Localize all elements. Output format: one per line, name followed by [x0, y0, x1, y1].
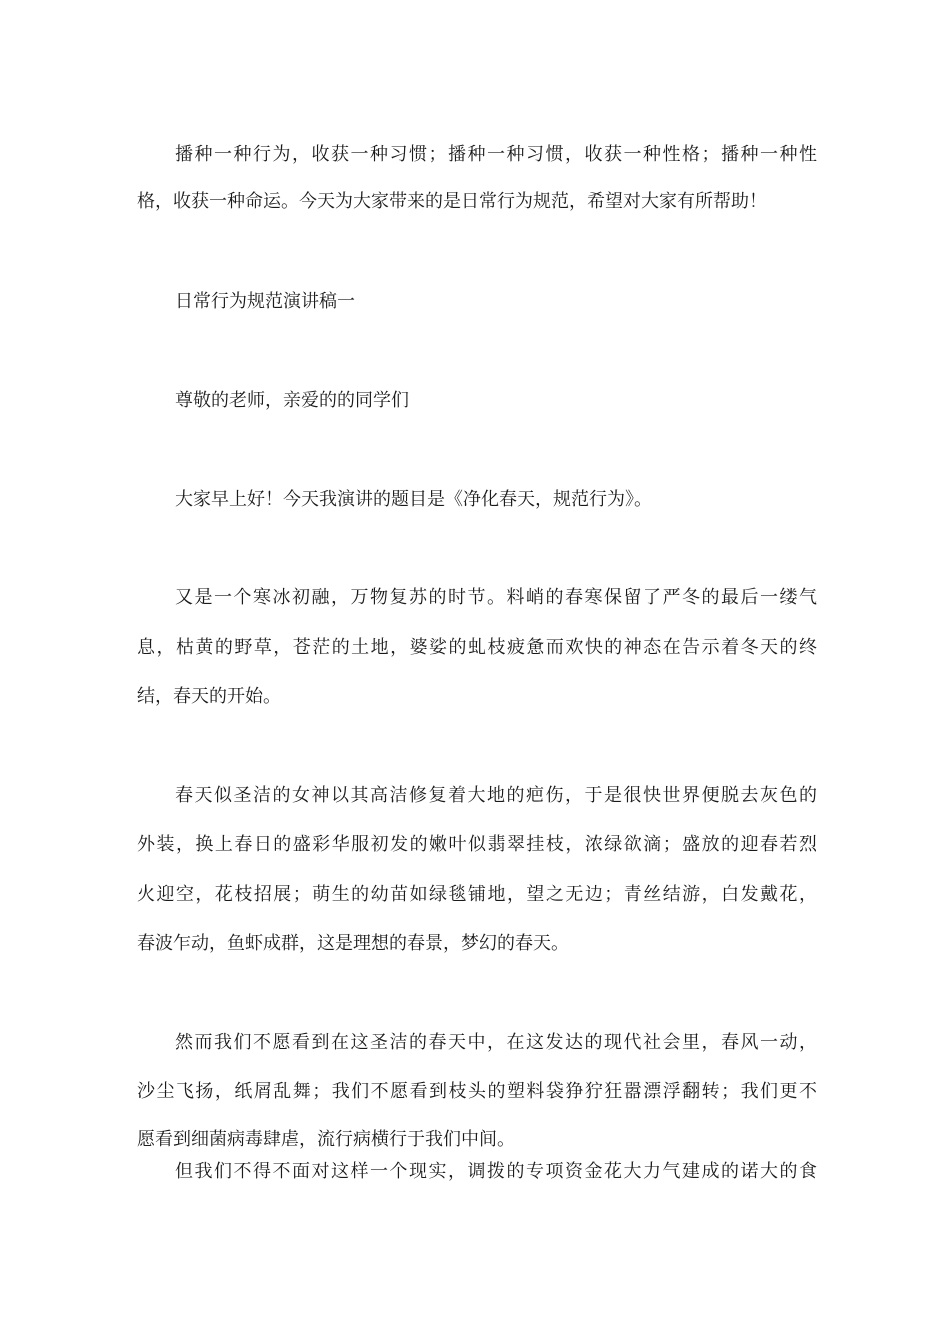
spring-goddess-line-2: 外装，换上春日的盛彩华服初发的嫩叶似翡翠挂枝，浓绿欲滴；盛放的迎春若烈 [137, 834, 817, 855]
pollution-line-1: 然而我们不愿看到在这圣洁的春天中，在这发达的现代社会里，春风一动， [175, 1032, 817, 1053]
pollution-line-2: 沙尘飞扬，纸屑乱舞；我们不愿看到枝头的塑料袋狰狞狂嚣漂浮翻转；我们更不 [137, 1081, 817, 1102]
spring-goddess-line-4: 春波乍动，鱼虾成群，这是理想的春景，梦幻的春天。 [137, 933, 569, 954]
spring-goddess-line-3: 火迎空，花枝招展；萌生的幼苗如绿毯铺地，望之无边；青丝结游，白发戴花， [137, 884, 817, 905]
greeting: 大家早上好！今天我演讲的题目是《净化春天，规范行为》。 [175, 489, 652, 510]
spring-arrival-line-1: 又是一个寒冰初融，万物复苏的时节。料峭的春寒保留了严冬的最后一缕气 [175, 587, 817, 608]
spring-arrival-line-2: 息，枯黄的野草，苍茫的土地，婆娑的虬枝疲惫而欢快的神态在告示着冬天的终 [137, 637, 817, 658]
pollution-line-3: 愿看到细菌病毒肆虐，流行病横行于我们中间。 [137, 1129, 515, 1150]
intro-line-1: 播种一种行为，收获一种习惯；播种一种习惯，收获一种性格；播种一种性 [175, 144, 817, 165]
spring-arrival-line-3: 结，春天的开始。 [137, 686, 281, 707]
speech-heading: 日常行为规范演讲稿一 [175, 291, 355, 312]
spring-goddess-line-1: 春天似圣洁的女神以其高洁修复着大地的疤伤，于是很快世界便脱去灰色的 [175, 785, 817, 806]
reality-line-1: 但我们不得不面对这样一个现实，调拨的专项资金花大力气建成的诺大的食 [175, 1161, 817, 1182]
salutation: 尊敬的老师，亲爱的的同学们 [175, 390, 409, 411]
intro-line-2: 格，收获一种命运。今天为大家带来的是日常行为规范，希望对大家有所帮助！ [137, 191, 767, 212]
